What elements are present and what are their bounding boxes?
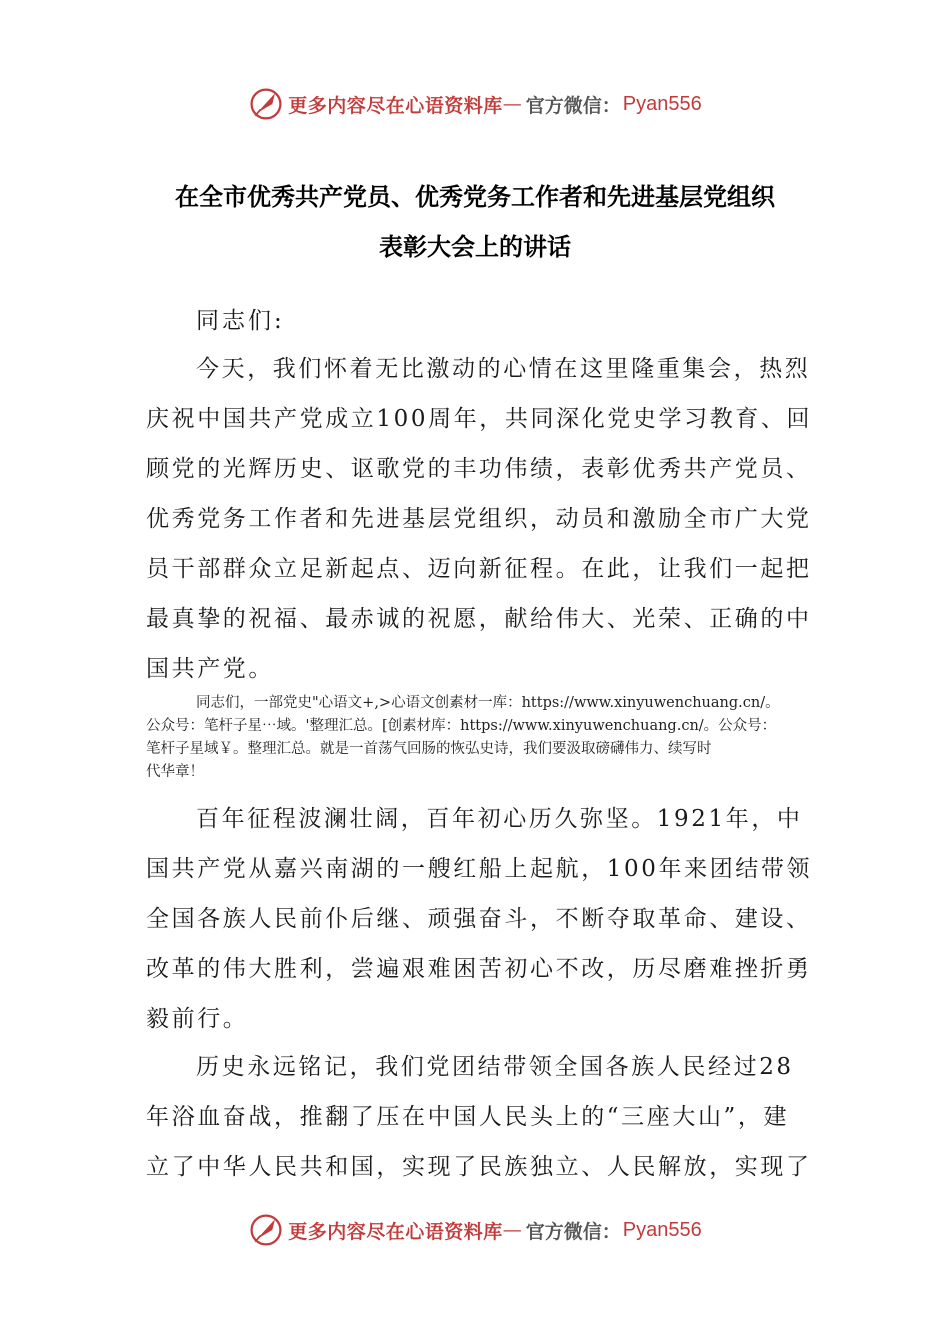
note-line: 公众号：笔杆子星⋯域。'整理汇总。[创素材库：https://www.xinyuwenchuang.cn/。公众号： bbox=[146, 718, 777, 734]
note-line: 笔杆子星域￥。整理汇总。就是一首荡气回肠的恢弘史诗，我们要汲取磅礴伟力、续写时 bbox=[146, 741, 712, 757]
paragraph-1 bbox=[146, 344, 813, 694]
footer-banner bbox=[0, 1210, 950, 1250]
paragraph-line: 年浴血奋战，推翻了压在中国人民头上的“三座大山”，建 bbox=[146, 1104, 790, 1130]
paragraph-line: 员干部群众立足新起点、迈向新征程。在此，让我们一起把 bbox=[146, 556, 812, 582]
paragraph-line: 历史永远铭记，我们党团结带领全国各族人民经过28 bbox=[196, 1054, 794, 1080]
title-line-1: 在全市优秀共产党员、优秀党务工作者和先进基层党组织 bbox=[175, 182, 775, 211]
banner-slogan: 更多内容尽在心语资料库 bbox=[288, 1220, 503, 1243]
quill-logo-icon bbox=[248, 86, 284, 122]
banner-wechat-label: 官方微信： bbox=[525, 94, 621, 117]
paragraph-line: 立了中华人民共和国，实现了民族独立、人民解放，实现了 bbox=[146, 1154, 812, 1180]
document-title bbox=[120, 172, 830, 272]
paragraph-3 bbox=[146, 1042, 812, 1192]
banner-dash: — bbox=[502, 93, 522, 115]
paragraph-line: 百年征程波澜壮阔，百年初心历久弥坚。1921年，中 bbox=[196, 806, 803, 832]
inserted-note bbox=[146, 692, 816, 784]
note-line: 代华章！ bbox=[146, 764, 204, 780]
banner-dash: — bbox=[502, 1219, 522, 1241]
salutation: 同志们: bbox=[196, 308, 285, 334]
quill-logo-icon bbox=[248, 1212, 284, 1248]
paragraph-line: 最真挚的祝福、最赤诚的祝愿，献给伟大、光荣、正确的中 bbox=[146, 606, 812, 632]
paragraph-line: 今天，我们怀着无比激动的心情在这里隆重集会，热烈 bbox=[196, 356, 811, 382]
paragraph-line: 改革的伟大胜利，尝遍艰难困苦初心不改，历尽磨难挫折勇 bbox=[146, 956, 812, 982]
paragraph-line: 庆祝中国共产党成立100周年，共同深化党史学习教育、回 bbox=[146, 406, 813, 432]
header-banner bbox=[0, 84, 950, 124]
banner-wechat-id: Pyan556 bbox=[622, 92, 702, 115]
banner-wechat-id: Pyan556 bbox=[622, 1218, 702, 1241]
paragraph-line: 全国各族人民前仆后继、顽强奋斗，不断夺取革命、建设、 bbox=[146, 906, 812, 932]
paragraph-line: 顾党的光辉历史、讴歌党的丰功伟绩，表彰优秀共产党员、 bbox=[146, 456, 812, 482]
paragraph-line: 优秀党务工作者和先进基层党组织，动员和激励全市广大党 bbox=[146, 506, 812, 532]
paragraph-line: 国共产党从嘉兴南湖的一艘红船上起航，100年来团结带领 bbox=[146, 856, 813, 882]
banner-slogan: 更多内容尽在心语资料库 bbox=[288, 94, 503, 117]
banner-wechat-label: 官方微信： bbox=[525, 1220, 621, 1243]
paragraph-line: 国共产党。 bbox=[146, 656, 274, 682]
paragraph-2 bbox=[146, 794, 813, 1044]
note-line: 同志们，一部党史"心语文+,>心语文创素材一库：https://www.xinyuwenchuang.cn/。 bbox=[196, 695, 780, 711]
title-line-2: 表彰大会上的讲话 bbox=[379, 232, 571, 261]
paragraph-line: 毅前行。 bbox=[146, 1006, 249, 1032]
